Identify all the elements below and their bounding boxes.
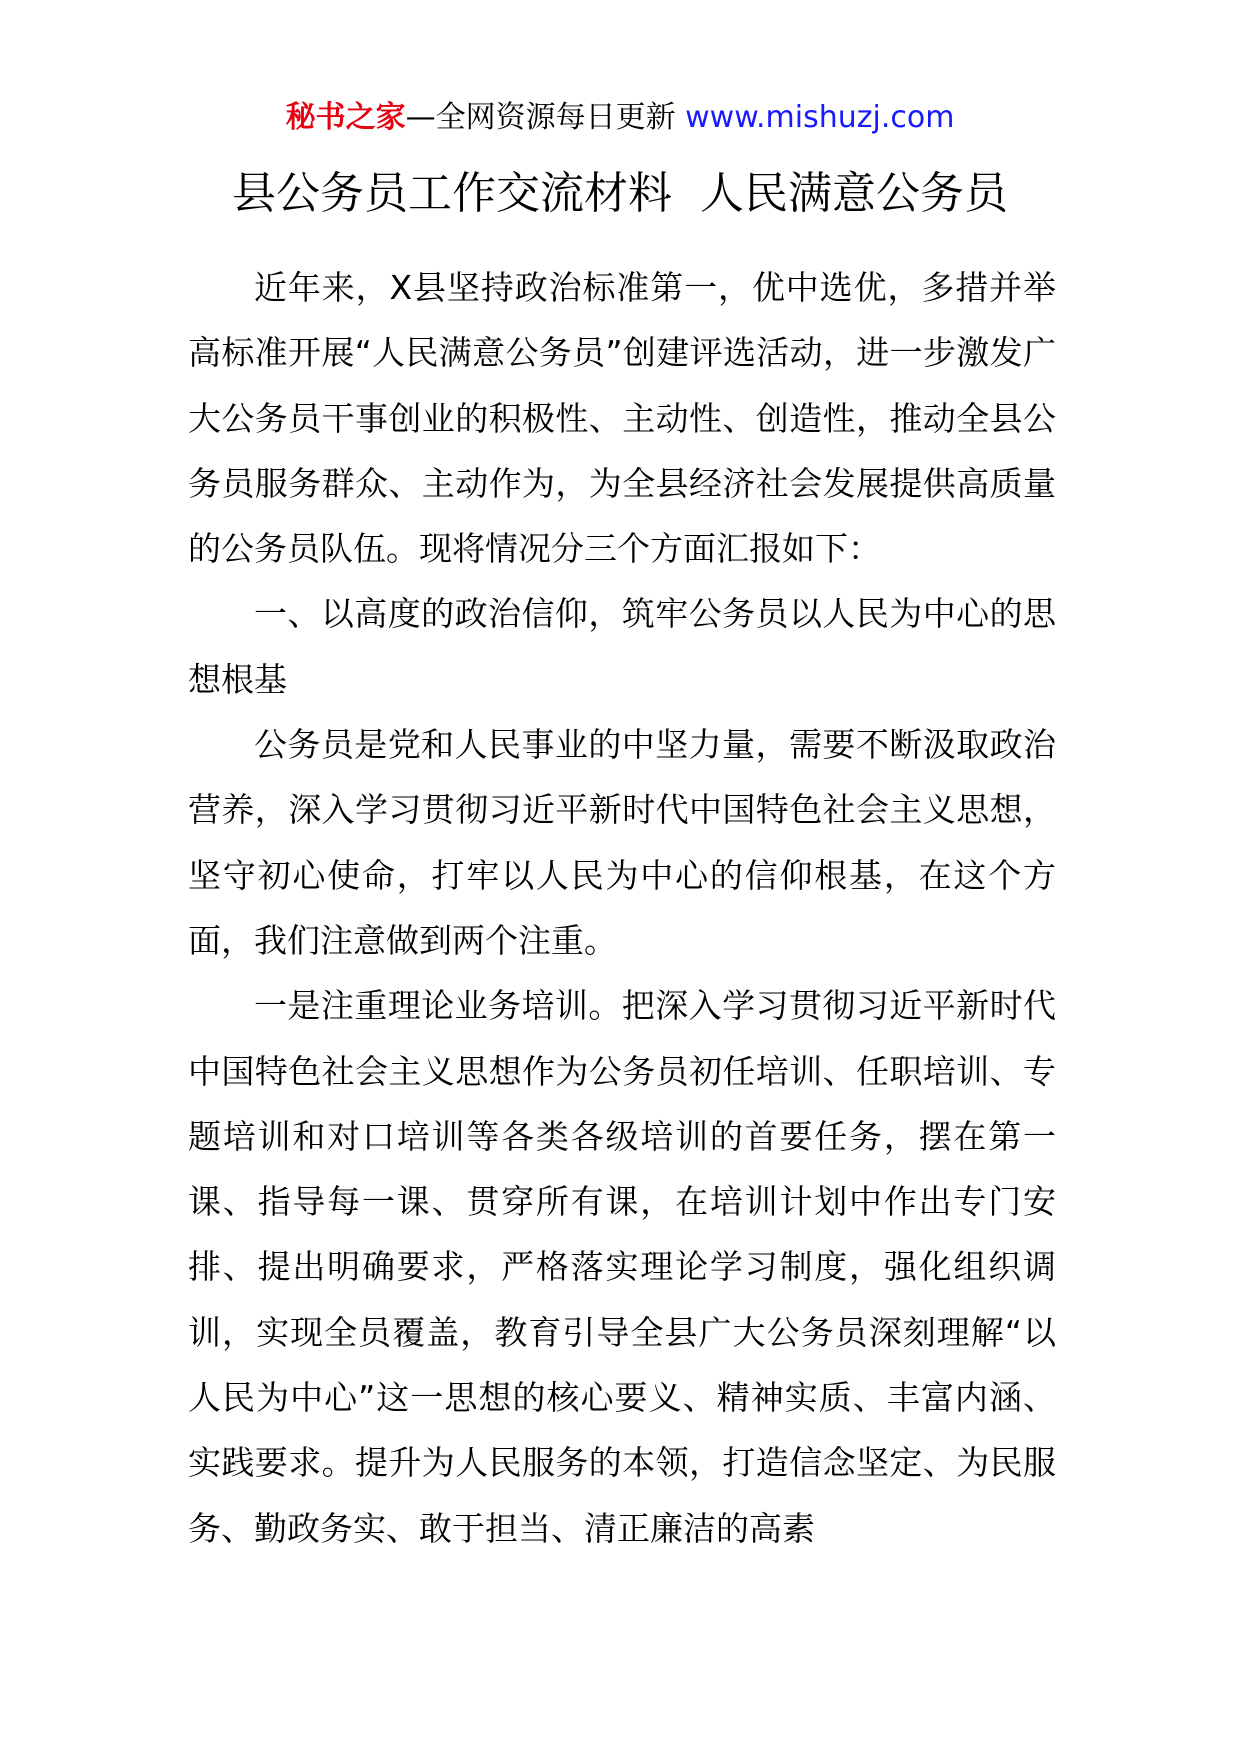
section-1-paragraph: 公务员是党和人民事业的中坚力量，需要不断汲取政治营养，深入学习贯彻习近平新时代中国特色社会主义思想，坚守初心使命，打牢以人民为中心的信仰根基，在这个方面，我们注意做到两个注重。 — [188, 725, 1056, 960]
document-body — [188, 255, 1056, 1561]
brand-name: 秘书之家 — [285, 100, 406, 135]
site-header — [0, 98, 1240, 138]
training-paragraph: 一是注重理论业务培训。把深入学习贯彻习近平新时代中国特色社会主义思想作为公务员初任培训、任职培训、专题培训和对口培训等各类各级培训的首要任务，摆在第一课、指导每一课、贯穿所有课，在培训计划中作出专门安排、提出明确要求，严格落实理论学习制度，强化组织调训，实现全员覆盖，教育引导全县广大公务员深刻理解“以人民为中心”这一思想的核心要义、精神实质、丰富内涵、实践要求。提升为人民服务的本领，打造信念坚定、为民服务、勤政务实、敢于担当、清正廉洁的高素 — [188, 986, 1056, 1548]
header-tagline: —全网资源每日更新 — [405, 100, 676, 135]
document-title: 县公务员工作交流材料 人民满意公务员 — [232, 168, 1008, 219]
site-url-link[interactable]: www.mishuzj.com — [685, 100, 955, 135]
intro-paragraph: 近年来，X县坚持政治标准第一，优中选优，多措并举高标准开展“人民满意公务员”创建评选活动，进一步激发广大公务员干事创业的积极性、主动性、创造性，推动全县公务员服务群众、主动作为，为全县经济社会发展提供高质量的公务员队伍。现将情况分三个方面汇报如下： — [188, 268, 1056, 569]
section-heading-1: 一、以高度的政治信仰，筑牢公务员以人民为中心的思想根基 — [188, 594, 1056, 699]
